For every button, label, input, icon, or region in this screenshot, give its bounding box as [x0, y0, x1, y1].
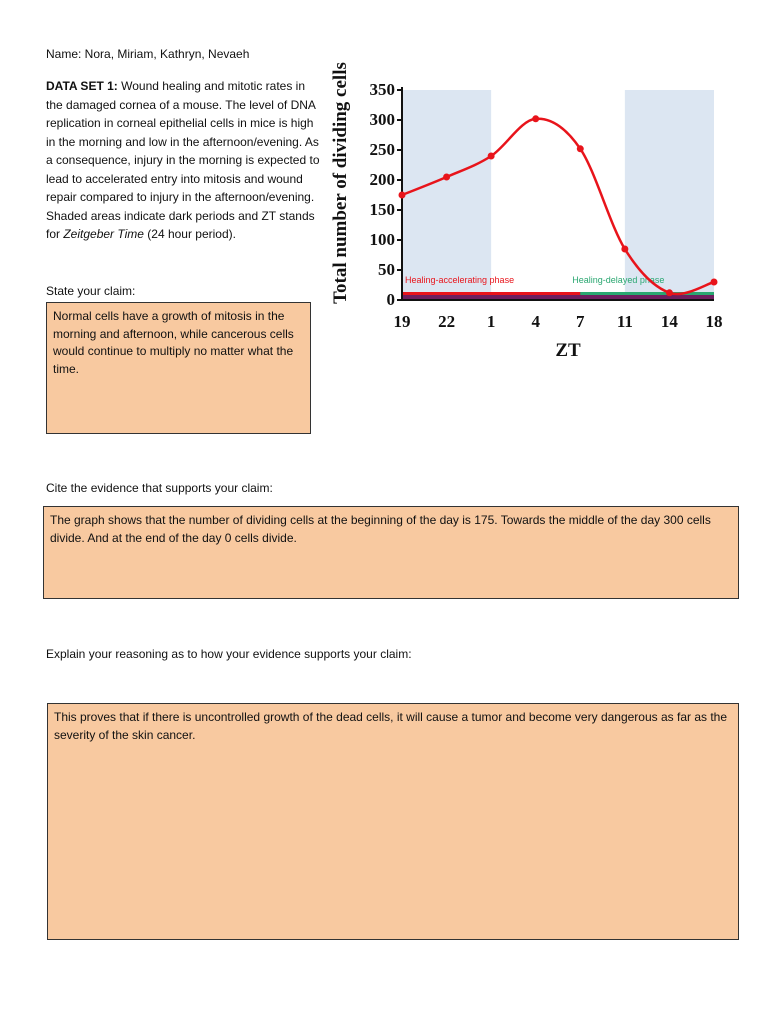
x-axis-label: ZT	[555, 340, 581, 361]
data-point	[666, 289, 673, 296]
y-axis-label: Total number of dividing cells	[330, 62, 351, 304]
phase-label: Healing-accelerating phase	[405, 275, 515, 285]
x-tick-label: 4	[531, 312, 540, 331]
x-tick-label: 22	[438, 312, 456, 331]
y-tick-label: 100	[369, 230, 395, 249]
reasoning-answer-box[interactable]: This proves that if there is uncontrolled growth of the dead cells, it will cause a tumor and become very dangerous as far as the severity of the skin cancer.	[47, 703, 739, 940]
x-tick-label: 18	[705, 312, 723, 331]
evidence-answer-box[interactable]: The graph shows that the number of dividing cells at the beginning of the day is 175. Towards the middle of the day 300 cells divide. And at the end of the day 0 cells divide.	[43, 506, 739, 599]
dataset-text-end: (24 hour period).	[143, 227, 236, 241]
y-tick-label: 250	[369, 140, 395, 159]
dark-period-shade	[402, 90, 491, 300]
phase-band	[402, 292, 580, 295]
phase-band	[580, 292, 714, 295]
claim-answer-box[interactable]: Normal cells have a growth of mitosis in the morning and afternoon, while cancerous cells would continue to multiply no matter what the time.	[46, 302, 311, 434]
data-point	[399, 192, 406, 199]
data-point	[621, 246, 628, 253]
student-names: Name: Nora, Miriam, Kathryn, Nevaeh	[46, 47, 250, 61]
evidence-label: Cite the evidence that supports your claim:	[46, 481, 273, 495]
data-point	[711, 279, 718, 286]
x-tick-label: 19	[393, 312, 411, 331]
data-point	[577, 145, 584, 152]
wound-healing-chart	[322, 36, 732, 366]
x-tick-label: 14	[660, 312, 678, 331]
y-tick-label: 200	[369, 170, 395, 189]
x-tick-label: 11	[616, 312, 633, 331]
y-tick-label: 300	[369, 110, 395, 129]
y-tick-label: 350	[369, 80, 395, 99]
phase-label: Healing-delayed phase	[572, 275, 665, 285]
data-point	[488, 153, 495, 160]
data-point	[443, 174, 450, 181]
reasoning-label: Explain your reasoning as to how your evidence supports your claim:	[46, 647, 412, 661]
dataset-italic-term: Zeitgeber Time	[63, 227, 144, 241]
x-tick-label: 1	[486, 312, 496, 331]
dataset-description	[46, 77, 321, 244]
x-tick-label: 7	[576, 312, 585, 331]
y-tick-label: 50	[378, 260, 395, 279]
claim-label: State your claim:	[46, 284, 136, 298]
dataset-text: Wound healing and mitotic rates in the damaged cornea of a mouse. The level of DNA replication in corneal epithelial cells in mice is high in the morning and low in the afternoon/evening. As a consequence, injury in the morning is expected to lead to accelerated entry into mitosis and wound repair compared to injury in the afternoon/evening. Shaded areas indicate dark periods and ZT stands for	[46, 79, 320, 241]
data-point	[532, 115, 539, 122]
y-tick-label: 150	[369, 200, 395, 219]
dataset-label: DATA SET 1:	[46, 79, 118, 93]
y-tick-label: 0	[386, 290, 395, 309]
